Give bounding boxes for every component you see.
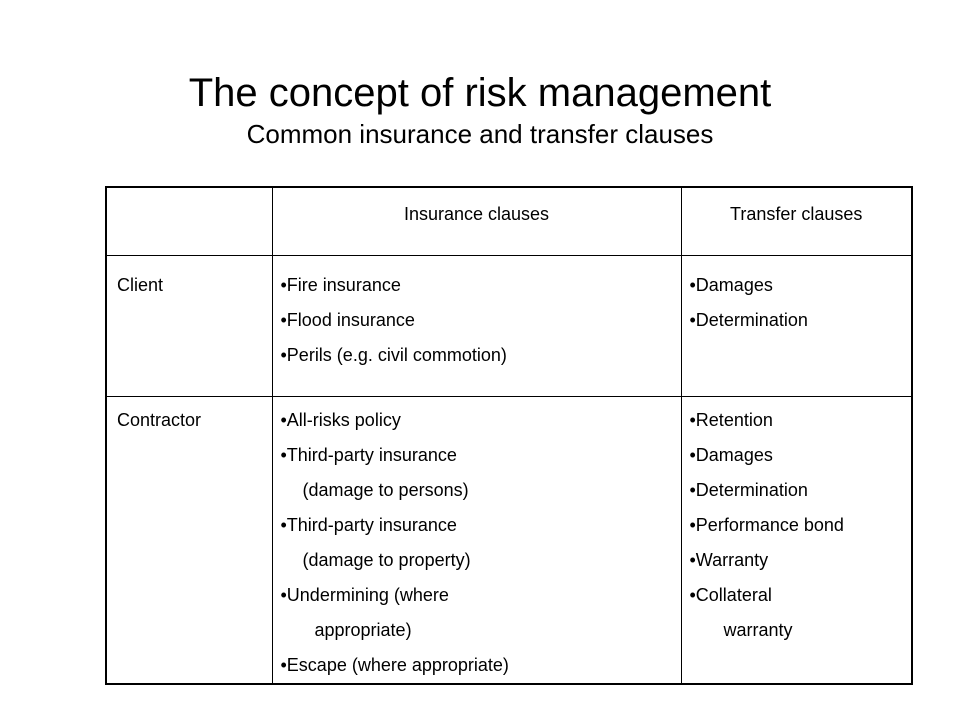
list-item: •Perils (e.g. civil commotion) [280,344,507,365]
list-item-continuation: appropriate) [314,619,412,640]
transfer-cell-contractor [681,396,912,684]
list-item: •All-risks policy [280,409,401,430]
list-item: •Fire insurance [280,274,401,295]
header-cell-transfer: Transfer clauses [681,187,912,255]
list-item: •Determination [689,479,808,500]
table-row [106,255,912,396]
list-item-continuation: warranty [723,619,793,640]
clauses-table [105,186,913,685]
header-cell-insurance: Insurance clauses [272,187,681,255]
list-item: •Performance bond [689,514,844,535]
table-header-row [106,187,912,255]
list-item: •Undermining (where [280,584,449,605]
list-item-continuation: (damage to property) [302,549,471,570]
list-item: •Third-party insurance [280,514,457,535]
list-item: •Determination [689,309,808,330]
list-item: •Warranty [689,549,769,570]
list-item: •Flood insurance [280,309,415,330]
list-item: •Damages [689,274,773,295]
slide-title: The concept of risk management [188,71,772,115]
party-cell-client: Client [106,255,272,396]
insurance-cell-contractor [272,396,681,684]
table-row [106,396,912,684]
slide-title-block [0,70,960,150]
list-item-continuation: (damage to persons) [302,479,469,500]
list-item: •Retention [689,409,773,430]
slide-subtitle: Common insurance and transfer clauses [246,119,714,149]
party-cell-contractor: Contractor [106,396,272,684]
list-item: •Third-party insurance [280,444,457,465]
insurance-cell-client [272,255,681,396]
list-item: •Collateral [689,584,772,605]
transfer-cell-client [681,255,912,396]
list-item: •Escape (where appropriate) [280,654,509,675]
header-cell-empty [106,187,272,255]
list-item: •Damages [689,444,773,465]
